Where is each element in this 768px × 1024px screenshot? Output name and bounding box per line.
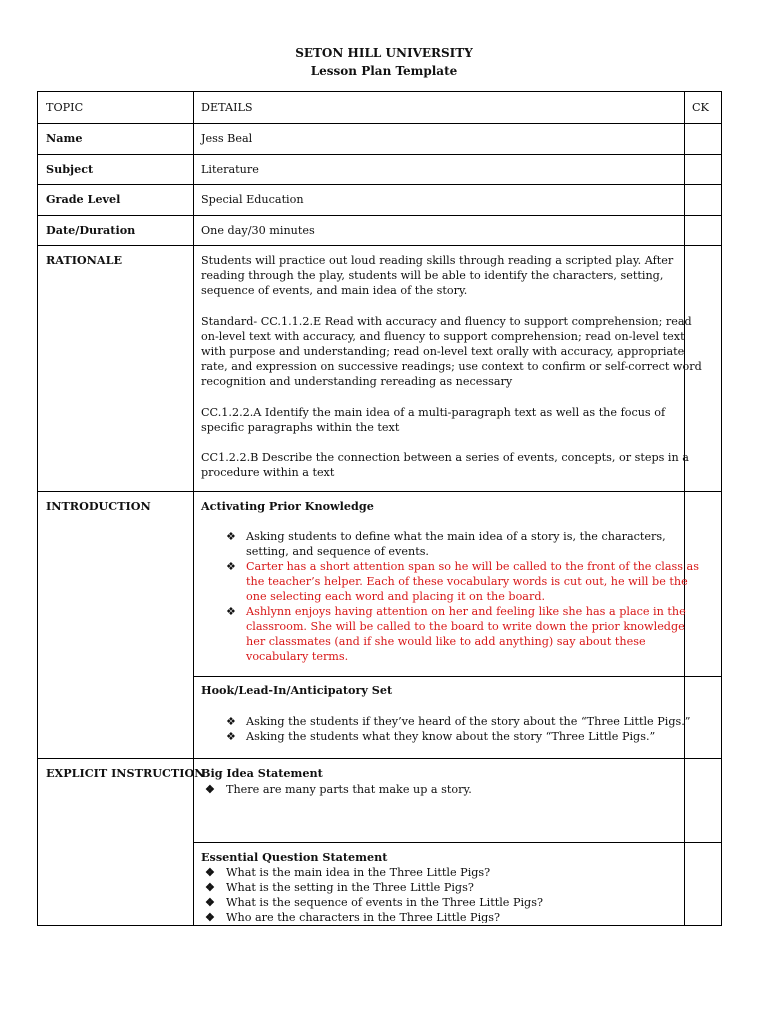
list-item: ❖ Ashlynn enjoys having attention on her and feeling like she has a place in the classroom. She will be called to the board to write down the prior knowledge her classmates (and if she would like to add anything) say about these vocabulary terms.	[201, 604, 699, 664]
essential-question-bullet-list	[201, 865, 543, 923]
list-item: ❖ What is the main idea in the Three Little Pigs?	[201, 865, 543, 880]
row-label-rationale: RATIONALE	[46, 253, 122, 267]
list-item: ❖ Asking the students what they know about the story “Three Little Pigs.”	[201, 729, 691, 744]
list-item: ❖ Carter has a short attention span so he will be called to the front of the class as the teacher’s helper. Each of these vocabulary words is cut out, he will be the one selecting each word and placing it on the board.	[201, 559, 699, 604]
row-label-name: Name	[46, 131, 83, 145]
column-header-topic: TOPIC	[46, 101, 84, 114]
row-value-date-duration: One day/30 minutes	[201, 224, 315, 237]
list-item: ❖ What is the sequence of events in the Three Little Pigs?	[201, 895, 543, 910]
list-item: ❖ What is the setting in the Three Little Pigs?	[201, 880, 543, 895]
diamond-bullet-icon: ❖	[225, 605, 237, 618]
list-item: ❖ There are many parts that make up a story.	[201, 782, 472, 797]
hook-heading: Hook/Lead-In/Anticipatory Set	[201, 683, 393, 697]
big-idea-bullet-list	[201, 782, 472, 797]
rationale-standard-cc122a: CC.1.2.2.A Identify the main idea of a multi-paragraph text as well as the focus of specific paragraphs within the text	[201, 406, 666, 434]
diamond-bullet-icon: ❖	[225, 560, 237, 573]
rationale-standard-paragraph: Standard- CC.1.1.2.E Read with accuracy and fluency to support comprehension; read on-level text with accuracy, and fluency to support comprehension; read on-level text with purpose and understanding; read on-level text orally with accuracy, appropriate rate, and expression on successive readings; use context to confirm or self-correct word recognition and understanding rereading as necessary	[201, 315, 702, 388]
university-title: SETON HILL UNIVERSITY	[295, 46, 473, 60]
diamond-bullet-icon: ❖	[204, 895, 216, 909]
row-value-name: Jess Beal	[201, 132, 253, 145]
diamond-bullet-icon: ❖	[225, 730, 237, 743]
row-label-subject: Subject	[46, 162, 94, 176]
list-item: ❖ Asking students to define what the main idea of a story is, the characters, setting, and sequence of events.	[201, 529, 699, 559]
row-label-grade-level: Grade Level	[46, 192, 121, 206]
rationale-paragraph-1: Students will practice out loud reading skills through reading a scripted play. After reading through the play, students will be able to identify the characters, setting, sequence of events, and main idea of the story.	[201, 254, 674, 297]
row-label-introduction: INTRODUCTION	[46, 499, 151, 513]
diamond-bullet-icon: ❖	[204, 880, 216, 894]
diamond-bullet-icon: ❖	[225, 530, 237, 543]
diamond-bullet-icon: ❖	[204, 782, 216, 796]
big-idea-heading: Big Idea Statement	[201, 766, 323, 780]
hook-bullet-list	[201, 714, 691, 744]
row-label-explicit-instruction: EXPLICIT INSTRUCTION	[46, 766, 205, 780]
essential-question-clip	[201, 865, 681, 923]
document-header	[0, 44, 768, 80]
diamond-bullet-icon: ❖	[204, 865, 216, 879]
apk-bullet-list	[201, 529, 699, 664]
row-value-subject: Literature	[201, 163, 259, 176]
column-header-details: DETAILS	[201, 101, 253, 114]
column-header-ck: CK	[692, 101, 709, 114]
template-title: Lesson Plan Template	[310, 64, 458, 78]
row-value-grade-level: Special Education	[201, 193, 304, 206]
essential-question-heading: Essential Question Statement	[201, 850, 388, 864]
rationale-standard-cc122b: CC1.2.2.B Describe the connection between a series of events, concepts, or steps in a procedure within a text	[201, 451, 689, 479]
diamond-bullet-icon: ❖	[225, 715, 237, 728]
diamond-bullet-icon: ❖	[204, 910, 216, 923]
row-label-date-duration: Date/Duration	[46, 223, 136, 237]
apk-heading: Activating Prior Knowledge	[201, 499, 374, 513]
list-item: ❖ Asking the students if they’ve heard of the story about the “Three Little Pigs.”	[201, 714, 691, 729]
list-item: ❖ Who are the characters in the Three Little Pigs?	[201, 910, 543, 923]
